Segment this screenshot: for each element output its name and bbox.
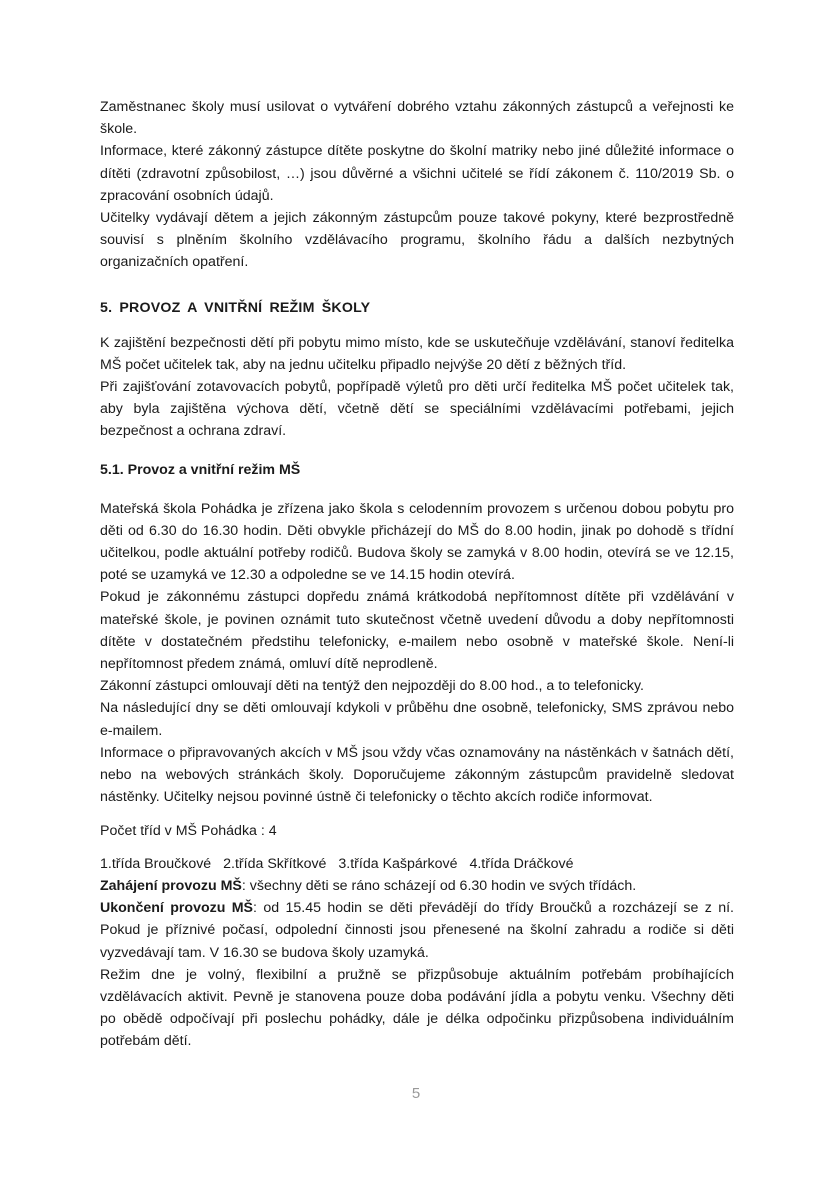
section-5-paragraph-2: Při zajišťování zotavovacích pobytů, popřípadě výletů pro děti určí ředitelka MŠ počet učitelek tak, aby byla zajištěna výchova dětí, včetně dětí se speciálními vzdělávacími potřebami, jejich bezpečnost a ochrana zdraví. (100, 379, 734, 440)
class-item: 4.třída Dráčkové (469, 855, 574, 872)
section-5-1-paragraph-1: Mateřská škola Pohádka je zřízena jako škola s celodenním provozem s určenou dobou pobytu pro děti od 6.30 do 16.30 hodin. Děti obvykle přicházejí do MŠ do 8.00 hodin, jinak po dohodě s třídní učitelkou, podle aktuální potřeby rodičů. Budova školy se zamyká v 8.00 hodin, otevírá se ve 12.15, poté se uzamyká ve 12.30 a odpoledne se ve 14.15 hodin otevírá. (100, 500, 734, 584)
document-page (100, 96, 734, 1053)
class-item: 1.třída Broučkové (100, 855, 212, 872)
section-5-paragraph-1: K zajištění bezpečnosti dětí při pobytu mimo místo, kde se uskutečňuje vzdělávání, stanoví ředitelka MŠ počet učitelek tak, aby na jednu učitelku připadlo nejvýše 20 dětí z běžných tříd. (100, 334, 734, 373)
intro-paragraph-1: Zaměstnanec školy musí usilovat o vytváření dobrého vztahu zákonných zástupců a veřejnosti ke škole. (100, 99, 734, 138)
page-number: 5 (411, 1085, 421, 1102)
section-5-1-paragraph-5: Informace o připravovaných akcích v MŠ jsou vždy včas oznamovány na nástěnkách v šatnách dětí, nebo na webových stránkách školy. Doporučujeme zákonným zástupcům pravidelně sledovat nástěnky. Učitelky nejsou povinné ústně či telefonicky o těchto akcích rodiče informovat. (100, 744, 734, 806)
operation-end-label: Ukončení provozu MŠ (100, 900, 254, 917)
section-5-1-paragraph-4: Na následující dny se děti omlouvají kdykoli v průběhu dne osobně, telefonicky, SMS zprávou nebo e-mailem. (100, 700, 734, 739)
section-5-1-paragraph-2: Pokud je zákonnému zástupci dopředu známá krátkodobá nepřítomnost dítěte při vzdělávání v mateřské škole, je povinen oznámit tuto skutečnost včetně uvedení důvodu a doby nepřítomnosti dítěte v dostatečném předstihu telefonicky, e-mailem nebo osobně v mateřské škole. Není-li nepřítomnost předem známá, omluví dítě neprodleně. (100, 589, 734, 673)
class-list (100, 853, 734, 875)
section-5-1-heading: 5.1. Provoz a vnitřní režim MŠ (100, 461, 301, 478)
daily-routine-paragraph: Režim dne je volný, flexibilní a pružně se přizpůsobuje aktuálním potřebám probíhajících vzdělávacích aktivit. Pevně je stanovena pouze doba podávání jídla a pobytu venku. Všechny děti po obědě odpočívají při poslechu pohádky, dále je délka odpočinku přizpůsobena individuálním potřebám dětí. (100, 966, 734, 1050)
intro-paragraph-3: Učitelky vydávají dětem a jejich zákonným zástupcům pouze takové pokyny, které bezprostředně souvisí s plněním školního vzdělávacího programu, školního řádu a dalších nezbytných organizačních opatření. (100, 210, 734, 271)
intro-paragraph-2: Informace, které zákonný zástupce dítěte poskytne do školní matriky nebo jiné důležité informace o dítěti (zdravotní způsobilost, …) jsou důvěrné a všichni učitelé se řídí zákonem č. 110/2019 Sb. o zpracování osobních údajů. (100, 143, 734, 204)
operation-start-text: : všechny děti se ráno scházejí od 6.30 hodin ve svých třídách. (241, 877, 637, 894)
class-item: 3.třída Kašpárkové (338, 855, 458, 872)
class-item: 2.třída Skřítkové (223, 855, 327, 872)
class-count: Počet tříd v MŠ Pohádka : 4 (100, 823, 277, 840)
operation-start-label: Zahájení provozu MŠ (100, 877, 242, 894)
operation-end-text: : od 15.45 hodin se děti převádějí do třídy Broučků a rozcházejí se z ní. Pokud je příznivé počasí, odpolední činnosti jsou přenesené na školní zahradu a rodiče si děti vyzvedávají tam. V 16.30 se budova školy uzamyká. (100, 900, 734, 961)
operation-end (100, 897, 734, 964)
section-5-heading: 5. PROVOZ A VNITŘNÍ REŽIM ŠKOLY (100, 299, 371, 316)
operation-start (100, 875, 734, 897)
section-5-1-paragraph-3: Zákonní zástupci omlouvají děti na tentýž den nejpozději do 8.00 hod., a to telefonicky. (100, 678, 644, 695)
